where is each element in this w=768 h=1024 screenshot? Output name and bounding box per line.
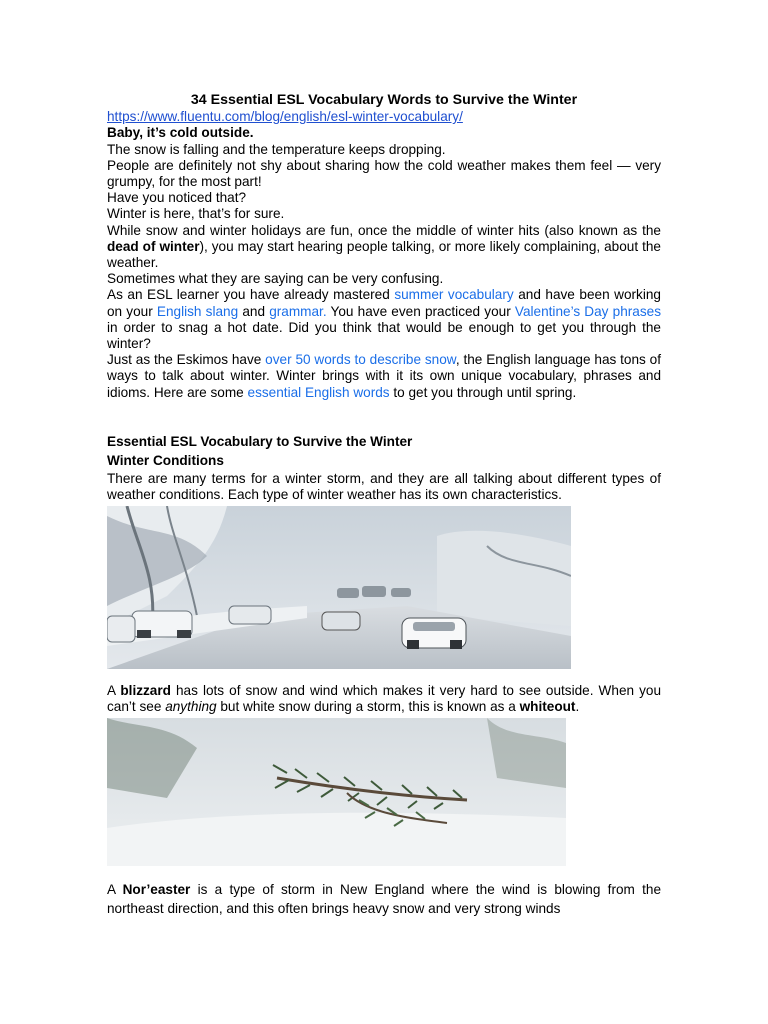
document-page (107, 92, 661, 918)
windblown-branch-image (107, 718, 566, 866)
text-run: As an ESL learner you have already mastered (107, 287, 395, 303)
essential-english-words-link[interactable]: essential English words (247, 384, 390, 400)
document-title: 34 Essential ESL Vocabulary Words to Survive the Winter (190, 92, 578, 108)
intro-paragraph-7 (107, 287, 661, 352)
intro-paragraph-1: The snow is falling and the temperature keeps dropping. (107, 141, 446, 157)
text-run: A (107, 882, 123, 898)
emphasis-anything: anything (165, 698, 217, 714)
text-run: . (575, 698, 580, 714)
text-run: but white snow during a storm, this is known as a (216, 698, 520, 714)
intro-paragraph-3: Have you noticed that? (107, 190, 247, 206)
spacer (107, 401, 661, 434)
english-slang-link[interactable]: English slang (156, 303, 239, 319)
snow-words-link[interactable]: over 50 words to describe snow (265, 352, 456, 368)
text-run: and (238, 303, 270, 319)
section-heading: Essential ESL Vocabulary to Survive the Winter (107, 433, 413, 449)
intro-paragraph-2: People are definitely not shy about sharing how the cold weather makes them feel — very grumpy, for the most part! (107, 157, 661, 190)
text-run: in order to snag a hot date. Did you think that would be enough to get you through the winter? (107, 319, 661, 352)
snowy-road-photo (107, 506, 571, 669)
term-noreaster: Nor’easter (122, 882, 191, 898)
intro-heading: Baby, it’s cold outside. (107, 125, 254, 141)
windblown-branch-photo (107, 718, 566, 866)
winter-conditions-paragraph: There are many terms for a winter storm, and they are all talking about different types of weather conditions. Each type of winter weather has its own characteristics. (107, 471, 661, 503)
intro-paragraph-6: Sometimes what they are saying can be very confusing. (107, 271, 444, 287)
text-run: and have been working on your (107, 287, 661, 319)
intro-paragraph-4: Winter is here, that’s for sure. (107, 206, 285, 222)
grammar-link[interactable]: grammar. (269, 303, 327, 319)
text-run: Just as the Eskimos have (107, 352, 266, 368)
blizzard-paragraph (107, 683, 661, 715)
text-run: , the English language has tons of ways to talk about winter. Winter brings with it its own unique vocabulary, phrases and idioms. Here are some (107, 352, 661, 400)
valentines-day-phrases-link[interactable]: Valentine’s Day phrases (514, 303, 662, 319)
text-run: While snow and winter holidays are fun, once the middle of winter hits (also known as the (107, 222, 661, 238)
text-run: has lots of snow and wind which makes it very hard to see outside. When you can’t see (107, 682, 662, 714)
text-run: You have even practiced your (326, 303, 515, 319)
source-url-link[interactable]: https://www.fluentu.com/blog/english/esl-winter-vocabulary/ (107, 109, 463, 125)
summer-vocabulary-link[interactable]: summer vocabulary (394, 287, 514, 303)
intro-paragraph-8 (107, 352, 661, 401)
term-whiteout: whiteout (519, 698, 576, 714)
section-subheading: Winter Conditions (107, 453, 224, 469)
intro-paragraph-5 (107, 223, 661, 272)
term-dead-of-winter: dead of winter (107, 238, 200, 254)
text-run: to get you through until spring. (389, 384, 577, 400)
text-run: ), you may start hearing people talking, or more likely complaining, about the weather. (107, 238, 661, 271)
noreaster-paragraph (107, 880, 661, 918)
text-run: A (107, 682, 121, 698)
term-blizzard: blizzard (120, 682, 171, 698)
snowy-road-image (107, 506, 571, 669)
text-run: is a type of storm in New England where the wind is blowing from the northeast direction, and this often brings heavy snow and very strong winds (107, 882, 662, 917)
